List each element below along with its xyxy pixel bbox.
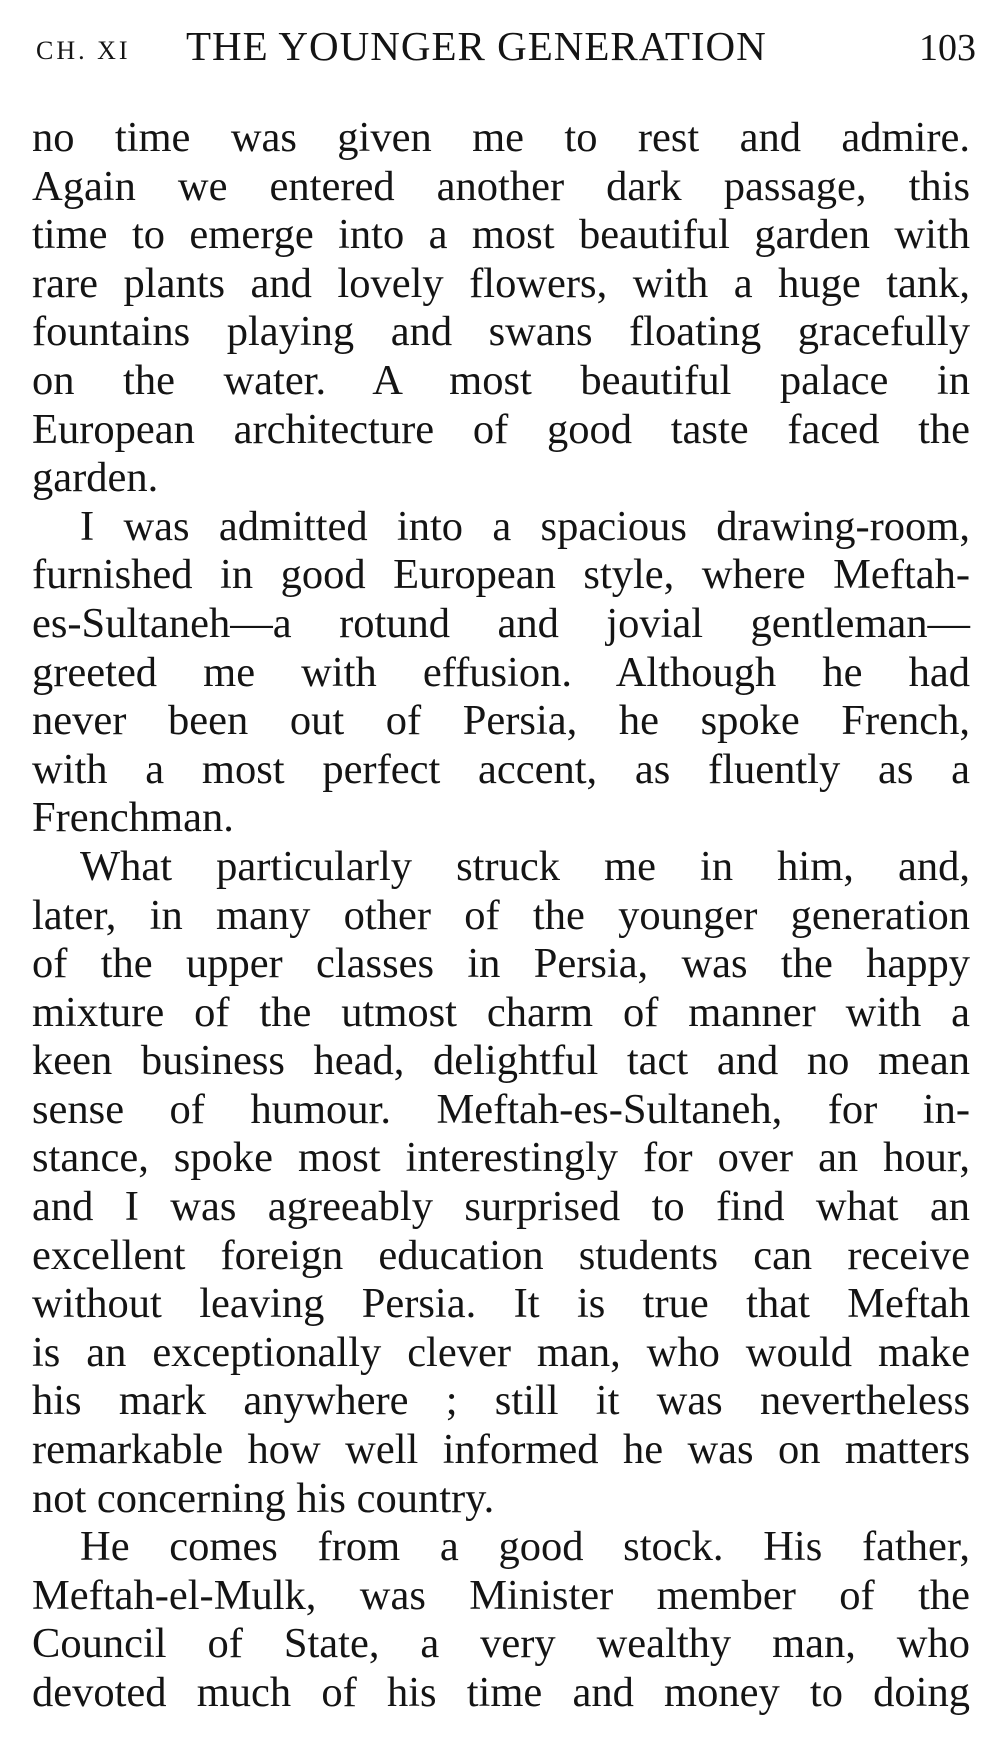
- text-line: no time was given me to rest and admire.: [32, 114, 970, 161]
- text-line: What particularly struck me in him, and,: [80, 842, 970, 890]
- text-line: on the water. A most beautiful palace in: [32, 356, 970, 404]
- text-line: greeted me with effusion. Although he had: [32, 648, 970, 696]
- running-header: [36, 22, 976, 78]
- text-line: mixture of the utmost charm of manner with a: [32, 988, 970, 1036]
- text-line: time to emerge into a most beautiful garden with: [32, 211, 970, 259]
- text-line: Frenchman.: [32, 794, 234, 842]
- paragraph: [32, 1523, 970, 1717]
- text-line: not concerning his country.: [32, 1474, 495, 1522]
- text-line: European architecture of good taste faced the: [32, 405, 970, 453]
- text-line: es-Sultaneh—a rotund and jovial gentleman—: [32, 599, 970, 647]
- paragraph: [32, 114, 970, 503]
- page-number: 103: [919, 27, 976, 69]
- text-line: furnished in good European style, where Meftah-: [32, 551, 970, 599]
- text-line: garden.: [32, 454, 159, 502]
- text-line: never been out of Persia, he spoke French,: [32, 697, 970, 745]
- text-line: devoted much of his time and money to doing: [32, 1669, 970, 1716]
- text-line: remarkable how well informed he was on matters: [32, 1426, 970, 1474]
- chapter-label: CH. XI: [36, 36, 131, 65]
- text-line: and I was agreeably surprised to find what an: [32, 1183, 970, 1231]
- text-line: rare plants and lovely flowers, with a huge tank,: [32, 259, 970, 307]
- text-line: Council of State, a very wealthy man, who: [32, 1620, 970, 1668]
- paragraph: [32, 843, 970, 1523]
- text-line: with a most perfect accent, as fluently as a: [32, 745, 970, 793]
- paragraph: [32, 503, 970, 843]
- text-line: stance, spoke most interestingly for over an hour,: [32, 1134, 970, 1182]
- running-title: THE YOUNGER GENERATION: [186, 23, 767, 69]
- text-line: is an exceptionally clever man, who would make: [32, 1328, 970, 1376]
- text-line: I was admitted into a spacious drawing-room,: [80, 502, 970, 550]
- text-line: excellent foreign education students can receive: [32, 1231, 970, 1279]
- text-line: keen business head, delightful tact and no mean: [32, 1037, 970, 1085]
- text-line: sense of humour. Meftah-es-Sultaneh, for in-: [32, 1085, 970, 1133]
- text-line: Again we entered another dark passage, this: [32, 162, 970, 210]
- text-line: fountains playing and swans floating gracefully: [32, 308, 970, 356]
- text-line: without leaving Persia. It is true that Meftah: [32, 1280, 970, 1328]
- text-line: Meftah-el-Mulk, was Minister member of the: [32, 1571, 970, 1619]
- text-line: He comes from a good stock. His father,: [80, 1523, 970, 1571]
- text-line: of the upper classes in Persia, was the happy: [32, 940, 970, 988]
- text-line: his mark anywhere ; still it was nevertheless: [32, 1377, 970, 1425]
- body-text: [32, 114, 970, 1718]
- text-line: later, in many other of the younger generation: [32, 891, 970, 939]
